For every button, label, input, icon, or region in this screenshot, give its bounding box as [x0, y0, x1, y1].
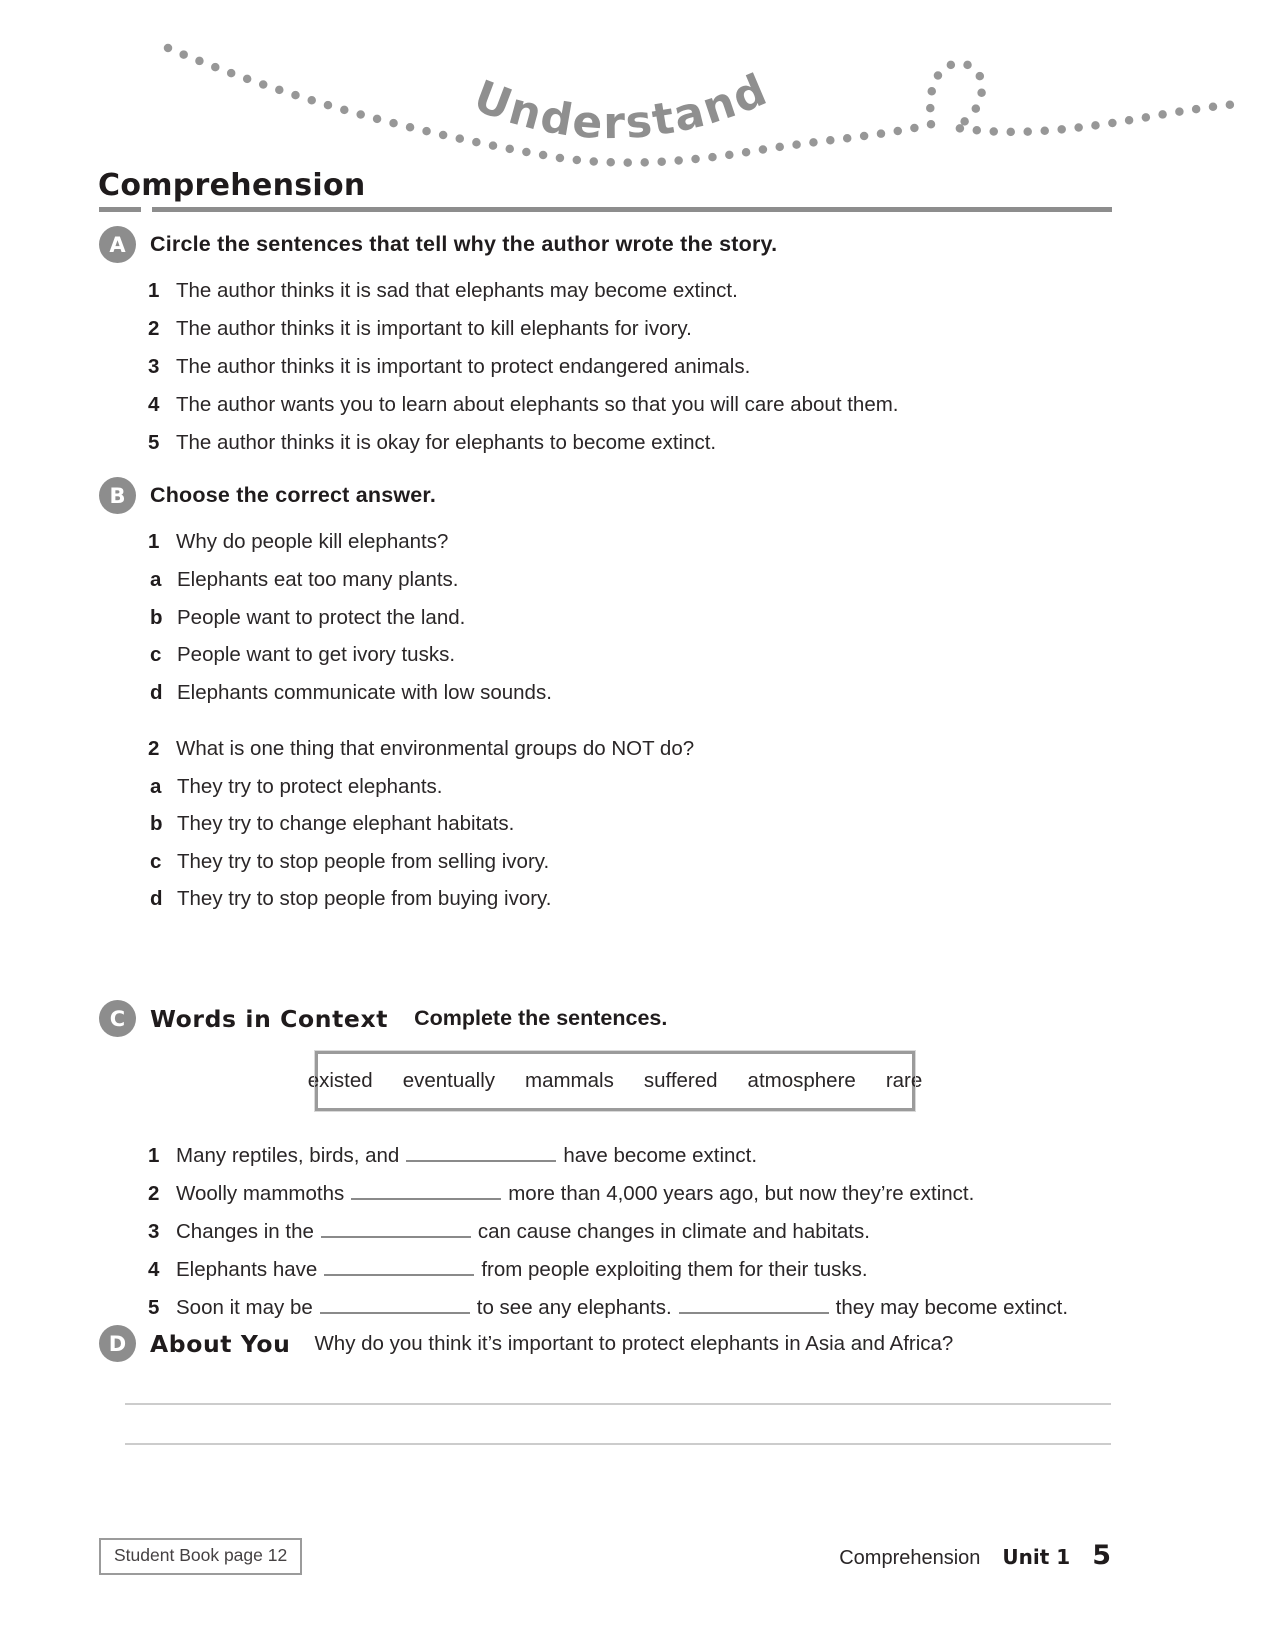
section-d-badge: D: [99, 1325, 136, 1362]
fill-in-item: [148, 1221, 1111, 1243]
word-bank-word: existed: [307, 1069, 373, 1092]
footer-page-number: 5: [1092, 1540, 1111, 1571]
question-number: 2: [148, 736, 160, 760]
word-bank-word: eventually: [402, 1069, 495, 1092]
fill-in-blank: [324, 1269, 474, 1276]
item-text: Changes in the can cause changes in climate and habitats.: [176, 1220, 870, 1243]
item-text: The author thinks it is okay for elephants to become extinct.: [176, 431, 717, 454]
section-b-badge: B: [99, 477, 136, 514]
item-number: 4: [148, 1258, 160, 1281]
option-letter: c: [150, 849, 162, 873]
list-item: [148, 432, 1111, 454]
fill-in-item: [148, 1259, 1111, 1281]
section-c-title: Words in Context: [150, 1004, 389, 1033]
fill-in-item: [148, 1297, 1111, 1319]
option: [150, 776, 1111, 798]
item-number: 1: [148, 1144, 160, 1167]
page-title: Comprehension: [98, 168, 366, 203]
list-item: [148, 280, 1111, 302]
item-number: 3: [148, 1220, 160, 1243]
item-number: 5: [148, 431, 160, 454]
option-text: Elephants eat too many plants.: [177, 568, 459, 591]
item-number: 4: [148, 393, 160, 416]
student-book-reference: Student Book page 12: [99, 1538, 302, 1575]
fill-in-blank: [679, 1307, 829, 1314]
option: [150, 888, 1111, 910]
item-number: 5: [148, 1296, 160, 1319]
footer-right: [839, 1540, 1111, 1571]
item-text: The author thinks it is important to kill elephants for ivory.: [176, 317, 692, 340]
option-letter: a: [150, 774, 162, 798]
section-c-badge: C: [99, 1000, 136, 1037]
option-text: Elephants communicate with low sounds.: [177, 680, 552, 704]
option: [150, 644, 1111, 666]
option: [150, 682, 1111, 704]
answer-line: [125, 1403, 1111, 1405]
heading-rule-long: [152, 207, 1112, 212]
item-number: 1: [148, 279, 160, 302]
section-b-question-1: [148, 531, 1111, 553]
fill-in-blank: [320, 1307, 470, 1314]
dotted-trail-decoration: [0, 0, 1275, 190]
option-text: They try to stop people from buying ivory.: [177, 887, 552, 910]
option-letter: b: [150, 812, 163, 835]
item-number: 2: [148, 317, 160, 340]
option-letter: d: [150, 887, 163, 910]
option-letter: c: [150, 643, 162, 666]
option-text: They try to stop people from selling ivory.: [177, 849, 550, 873]
section-b-question-2: [148, 738, 1111, 760]
section-b-header: [99, 477, 1111, 514]
fill-in-blank: [321, 1231, 471, 1238]
item-number: 3: [148, 355, 160, 378]
section-a-title: Circle the sentences that tell why the author wrote the story.: [150, 232, 778, 256]
item-text: Woolly mammoths more than 4,000 years ago, but now they’re extinct.: [176, 1182, 975, 1205]
question-text: Why do people kill elephants?: [176, 530, 449, 553]
item-text: Soon it may be to see any elephants. they may become extinct.: [176, 1296, 1069, 1319]
word-bank-word: rare: [885, 1069, 923, 1092]
section-b: [99, 477, 1111, 926]
item-text: The author thinks it is important to protect endangered animals.: [176, 355, 751, 378]
section-c: [99, 1000, 1111, 1335]
section-c-list: [148, 1145, 1111, 1319]
item-text: Many reptiles, birds, and have become extinct.: [176, 1144, 758, 1167]
word-bank-box: [307, 1051, 923, 1111]
section-a-badge: A: [99, 226, 136, 263]
question: [148, 531, 1111, 553]
list-item: [148, 318, 1111, 340]
section-c-header: [99, 1000, 1111, 1037]
question-text: What is one thing that environmental groups do NOT do?: [176, 736, 695, 760]
question-1-options: [150, 569, 1111, 704]
option-text: They try to protect elephants.: [177, 774, 443, 798]
option-letter: d: [150, 680, 163, 704]
understand-banner: Understand: [467, 63, 776, 150]
question: [148, 738, 1111, 760]
list-item: [148, 356, 1111, 378]
option: [150, 607, 1111, 629]
section-c-subtitle: Complete the sentences.: [414, 1006, 668, 1030]
item-text: The author wants you to learn about elephants so that you will care about them.: [176, 393, 899, 416]
option-text: They try to change elephant habitats.: [177, 812, 515, 835]
option: [150, 813, 1111, 835]
item-number: 2: [148, 1182, 160, 1205]
fill-in-item: [148, 1145, 1111, 1167]
question-2-options: [150, 776, 1111, 911]
option: [150, 569, 1111, 591]
fill-in-blank: [406, 1155, 556, 1162]
answer-line: [125, 1443, 1111, 1445]
section-d-header: [99, 1325, 1111, 1362]
footer-unit-label: Unit 1: [1002, 1545, 1071, 1569]
item-text: The author thinks it is sad that elephants may become extinct.: [176, 279, 738, 302]
section-d: [99, 1325, 1111, 1475]
item-text: Elephants have from people exploiting them for their tusks.: [176, 1258, 868, 1281]
option-text: People want to protect the land.: [177, 605, 466, 629]
word-bank-word: atmosphere: [747, 1069, 856, 1092]
option-letter: b: [150, 605, 163, 629]
word-bank-word: suffered: [643, 1069, 718, 1092]
option-text: People want to get ivory tusks.: [177, 643, 456, 666]
option: [150, 851, 1111, 873]
list-item: [148, 394, 1111, 416]
section-a-list: [148, 280, 1111, 454]
fill-in-item: [148, 1183, 1111, 1205]
section-b-title: Choose the correct answer.: [150, 483, 436, 507]
option-letter: a: [150, 568, 162, 591]
fill-in-blank: [351, 1193, 501, 1200]
heading-rule-short: [99, 207, 141, 212]
section-a-header: [99, 226, 1111, 263]
section-d-prompt: Why do you think it’s important to protect elephants in Asia and Africa?: [314, 1331, 954, 1355]
footer-section-label: Comprehension: [839, 1547, 981, 1569]
section-a: [99, 226, 1111, 470]
word-bank-word: mammals: [525, 1069, 614, 1092]
question-number: 1: [148, 530, 160, 553]
section-d-title: About You: [150, 1329, 291, 1358]
